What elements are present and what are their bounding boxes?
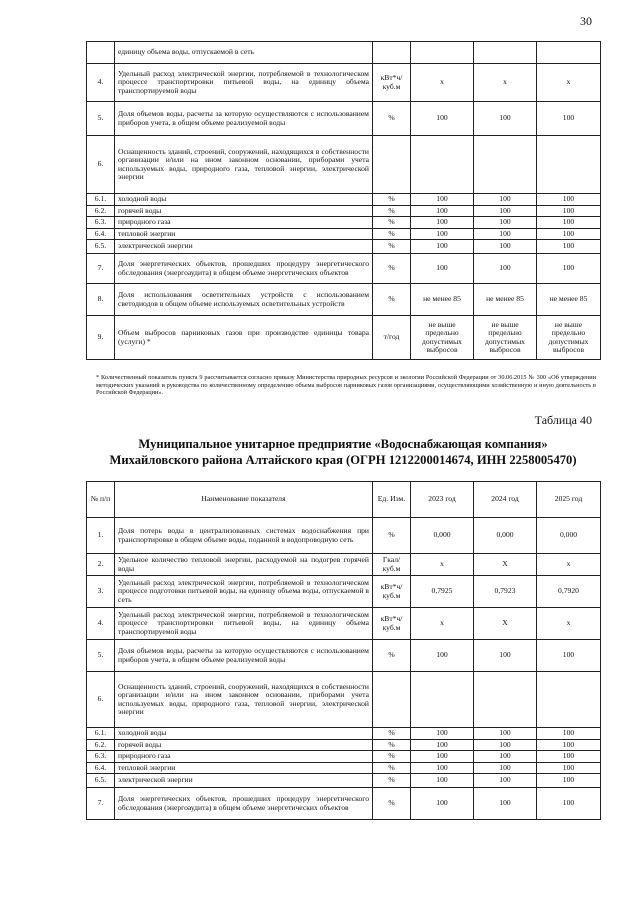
value-2025: 100 bbox=[537, 102, 601, 136]
unit: % bbox=[373, 217, 411, 229]
value-2024: 0,000 bbox=[474, 518, 537, 554]
value-2023: 100 bbox=[411, 762, 474, 774]
value-2025: 100 bbox=[537, 739, 601, 751]
value-2024: 100 bbox=[474, 205, 537, 217]
value-2025: х bbox=[537, 64, 601, 102]
table-row bbox=[87, 136, 601, 194]
table-row bbox=[87, 254, 601, 284]
value-2023: 100 bbox=[411, 774, 474, 788]
value-2025: 100 bbox=[537, 788, 601, 820]
row-number: 6.4. bbox=[87, 762, 115, 774]
header-num: № п/п bbox=[87, 482, 115, 518]
value-2024: 100 bbox=[474, 240, 537, 254]
table-row bbox=[87, 728, 601, 740]
indicator-name: холодной воды bbox=[115, 728, 373, 740]
value-2025: 100 bbox=[537, 762, 601, 774]
unit: Гкал/куб.м bbox=[373, 554, 411, 576]
unit bbox=[373, 42, 411, 64]
page-number: 30 bbox=[580, 14, 592, 28]
value-2025: 0,7920 bbox=[537, 576, 601, 608]
value-2025: х bbox=[537, 554, 601, 576]
indicator-name: Доля энергетических объектов, прошедших процедуру энергетического обследования (энергоаудита) в общем объеме энергетических объектов bbox=[115, 788, 373, 820]
value-2024 bbox=[474, 672, 537, 728]
unit: % bbox=[373, 102, 411, 136]
value-2025: 100 bbox=[537, 194, 601, 206]
row-number: 6.5. bbox=[87, 240, 115, 254]
row-number: 6. bbox=[87, 136, 115, 194]
table-row bbox=[87, 672, 601, 728]
value-2024: 0,7923 bbox=[474, 576, 537, 608]
value-2023: х bbox=[411, 554, 474, 576]
table-row bbox=[87, 42, 601, 64]
row-number: 6. bbox=[87, 672, 115, 728]
indicator-name: тепловой энергии bbox=[115, 228, 373, 240]
value-2024: 100 bbox=[474, 217, 537, 229]
indicator-name: Оснащенность зданий, строений, сооружений, находящихся в собственности организации и/или на ином законном основании, приборами учета используемых воды, природного газа, тепловой энергии, электрической энергии bbox=[115, 672, 373, 728]
indicator-name: Оснащенность зданий, строений, сооружений, находящихся в собственности организации и/или на ином законном основании, приборами учета используемых воды, природного газа, тепловой энергии, электрической энергии bbox=[115, 136, 373, 194]
unit: % bbox=[373, 762, 411, 774]
indicator-name: природного газа bbox=[115, 751, 373, 763]
value-2023: 100 bbox=[411, 228, 474, 240]
header-2025: 2025 год bbox=[537, 482, 601, 518]
table-caption: Таблица 40 bbox=[534, 413, 592, 427]
value-2024: 100 bbox=[474, 788, 537, 820]
value-2025 bbox=[537, 42, 601, 64]
unit: % bbox=[373, 240, 411, 254]
bottom-table-body bbox=[87, 518, 601, 820]
value-2023: х bbox=[411, 608, 474, 640]
indicator-name: Удельный расход электрической энергии, потребляемой в технологическом процессе транспортировки питьевой воды, на единицу объема транспортируемой воды bbox=[115, 64, 373, 102]
header-2023: 2023 год bbox=[411, 482, 474, 518]
value-2023: не выше предельно допустимых выбросов bbox=[411, 316, 474, 360]
unit bbox=[373, 136, 411, 194]
row-number: 8. bbox=[87, 284, 115, 316]
value-2025: 100 bbox=[537, 751, 601, 763]
value-2023 bbox=[411, 136, 474, 194]
value-2025: 0,000 bbox=[537, 518, 601, 554]
indicator-name: Доля объемов воды, расчеты за которую осуществляются с использованием приборов учета, в общем объеме реализуемой воды bbox=[115, 640, 373, 672]
value-2023: 100 bbox=[411, 194, 474, 206]
organization-title bbox=[86, 437, 600, 468]
value-2025: 100 bbox=[537, 240, 601, 254]
indicator-name: природного газа bbox=[115, 217, 373, 229]
unit: т/год bbox=[373, 316, 411, 360]
value-2024: 100 bbox=[474, 102, 537, 136]
value-2024: Х bbox=[474, 554, 537, 576]
row-number: 6.4. bbox=[87, 228, 115, 240]
footnote: * Количественный показатель пункта 9 рассчитывается согласно приказу Министерства природных ресурсов и экологии Российской Федерации от 30.06.2015 № 300 «Об утверждении методических указаний и руководства по количественному определению объема выбросов парниковых газов организациями, осуществляющими хозяйственную и иную деятельность в Российской Федерации». bbox=[96, 374, 596, 397]
unit: % bbox=[373, 788, 411, 820]
value-2024: 100 bbox=[474, 640, 537, 672]
indicator-name: Удельный расход электрической энергии, потребляемой в технологическом процессе подготовки питьевой воды, на единицу объема воды, отпускаемой в сеть bbox=[115, 576, 373, 608]
organization-title-line-1: Муниципальное унитарное предприятие «Водоснабжающая компания» bbox=[138, 437, 548, 451]
table-row bbox=[87, 217, 601, 229]
unit: % bbox=[373, 728, 411, 740]
bottom-indicators-table bbox=[86, 481, 601, 820]
row-number: 7. bbox=[87, 254, 115, 284]
value-2023 bbox=[411, 672, 474, 728]
table-row bbox=[87, 316, 601, 360]
unit: % bbox=[373, 751, 411, 763]
row-number: 3. bbox=[87, 576, 115, 608]
value-2023: не менее 85 bbox=[411, 284, 474, 316]
indicator-name: Удельный расход электрической энергии, потребляемой в технологическом процессе транспортировки питьевой воды, на единицу объема транспортируемой воды bbox=[115, 608, 373, 640]
indicator-name: электрической энергии bbox=[115, 774, 373, 788]
value-2023: 100 bbox=[411, 640, 474, 672]
value-2023: 100 bbox=[411, 217, 474, 229]
row-number: 6.3. bbox=[87, 217, 115, 229]
row-number bbox=[87, 42, 115, 64]
indicator-name: Доля потерь воды в централизованных системах водоснабжения при транспортировке в общем объеме воды, поданной в водопроводную сеть bbox=[115, 518, 373, 554]
value-2023: 0,7925 bbox=[411, 576, 474, 608]
indicator-name: Доля энергетических объектов, прошедших процедуру энергетического обследования (энергоаудита) в общем объеме энергетических объектов bbox=[115, 254, 373, 284]
value-2025: 100 bbox=[537, 205, 601, 217]
value-2024: 100 bbox=[474, 774, 537, 788]
unit: % bbox=[373, 774, 411, 788]
row-number: 4. bbox=[87, 64, 115, 102]
organization-title-line-2: Михайловского района Алтайского края (ОГРН 1212200014674, ИНН 2258005470) bbox=[109, 452, 577, 467]
indicator-name: горячей воды bbox=[115, 739, 373, 751]
value-2025: 100 bbox=[537, 217, 601, 229]
unit: кВт*ч/куб.м bbox=[373, 64, 411, 102]
unit: % bbox=[373, 284, 411, 316]
value-2024: 100 bbox=[474, 254, 537, 284]
unit: % bbox=[373, 518, 411, 554]
value-2023: х bbox=[411, 64, 474, 102]
row-number: 9. bbox=[87, 316, 115, 360]
indicator-name: холодной воды bbox=[115, 194, 373, 206]
table-row bbox=[87, 240, 601, 254]
row-number: 6.2. bbox=[87, 205, 115, 217]
value-2023: 100 bbox=[411, 739, 474, 751]
value-2025 bbox=[537, 672, 601, 728]
value-2025: 100 bbox=[537, 774, 601, 788]
row-number: 5. bbox=[87, 640, 115, 672]
table-row bbox=[87, 640, 601, 672]
value-2024: 100 bbox=[474, 228, 537, 240]
table-row bbox=[87, 774, 601, 788]
row-number: 6.3. bbox=[87, 751, 115, 763]
table-row bbox=[87, 205, 601, 217]
unit: % bbox=[373, 205, 411, 217]
table-row bbox=[87, 64, 601, 102]
value-2023: 100 bbox=[411, 254, 474, 284]
indicator-name: Удельное количество тепловой энергии, расходуемой на подогрев горячей воды bbox=[115, 554, 373, 576]
row-number: 6.5. bbox=[87, 774, 115, 788]
value-2024: х bbox=[474, 64, 537, 102]
header-unit: Ед. Изм. bbox=[373, 482, 411, 518]
value-2023 bbox=[411, 42, 474, 64]
row-number: 1. bbox=[87, 518, 115, 554]
top-indicators-table bbox=[86, 41, 601, 360]
table-row bbox=[87, 284, 601, 316]
table-row bbox=[87, 739, 601, 751]
table-row bbox=[87, 608, 601, 640]
value-2024 bbox=[474, 42, 537, 64]
value-2025: х bbox=[537, 608, 601, 640]
value-2024: 100 bbox=[474, 728, 537, 740]
table-header-row bbox=[87, 482, 601, 518]
value-2025: не менее 85 bbox=[537, 284, 601, 316]
row-number: 2. bbox=[87, 554, 115, 576]
unit: кВт*ч/куб.м bbox=[373, 576, 411, 608]
value-2024: 100 bbox=[474, 739, 537, 751]
value-2024 bbox=[474, 136, 537, 194]
value-2024: Х bbox=[474, 608, 537, 640]
indicator-name: Объем выбросов парниковых газов при производстве единицы товара (услуги) * bbox=[115, 316, 373, 360]
indicator-name: Доля объемов воды, расчеты за которую осуществляются с использованием приборов учета, в общем объеме реализуемой воды bbox=[115, 102, 373, 136]
unit: кВт*ч/куб.м bbox=[373, 608, 411, 640]
table-row bbox=[87, 554, 601, 576]
table-row bbox=[87, 518, 601, 554]
value-2023: 100 bbox=[411, 788, 474, 820]
value-2025: не выше предельно допустимых выбросов bbox=[537, 316, 601, 360]
value-2023: 100 bbox=[411, 728, 474, 740]
row-number: 6.2. bbox=[87, 739, 115, 751]
table-row bbox=[87, 102, 601, 136]
indicator-name: электрической энергии bbox=[115, 240, 373, 254]
table-row bbox=[87, 762, 601, 774]
table-row bbox=[87, 788, 601, 820]
unit: % bbox=[373, 254, 411, 284]
row-number: 4. bbox=[87, 608, 115, 640]
unit: % bbox=[373, 194, 411, 206]
table-row bbox=[87, 751, 601, 763]
unit bbox=[373, 672, 411, 728]
header-2024: 2024 год bbox=[474, 482, 537, 518]
row-number: 6.1. bbox=[87, 728, 115, 740]
value-2023: 100 bbox=[411, 102, 474, 136]
row-number: 6.1. bbox=[87, 194, 115, 206]
indicator-name: тепловой энергии bbox=[115, 762, 373, 774]
value-2024: 100 bbox=[474, 751, 537, 763]
value-2024: 100 bbox=[474, 762, 537, 774]
table-row bbox=[87, 228, 601, 240]
value-2023: 0,000 bbox=[411, 518, 474, 554]
value-2025: 100 bbox=[537, 254, 601, 284]
table-row bbox=[87, 576, 601, 608]
indicator-name: горячей воды bbox=[115, 205, 373, 217]
value-2025: 100 bbox=[537, 228, 601, 240]
value-2025 bbox=[537, 136, 601, 194]
indicator-name: Доля использования осветительных устройств с использованием светодиодов в общем объеме используемых осветительных устройств bbox=[115, 284, 373, 316]
value-2023: 100 bbox=[411, 751, 474, 763]
value-2024: 100 bbox=[474, 194, 537, 206]
unit: % bbox=[373, 640, 411, 672]
value-2025: 100 bbox=[537, 640, 601, 672]
value-2024: не выше предельно допустимых выбросов bbox=[474, 316, 537, 360]
value-2024: не менее 85 bbox=[474, 284, 537, 316]
unit: % bbox=[373, 228, 411, 240]
header-name: Наименование показателя bbox=[115, 482, 373, 518]
table-row bbox=[87, 194, 601, 206]
value-2023: 100 bbox=[411, 240, 474, 254]
unit: % bbox=[373, 739, 411, 751]
row-number: 7. bbox=[87, 788, 115, 820]
top-table-body bbox=[87, 42, 601, 360]
indicator-name: единицу объема воды, отпускаемой в сеть bbox=[115, 42, 373, 64]
row-number: 5. bbox=[87, 102, 115, 136]
value-2025: 100 bbox=[537, 728, 601, 740]
value-2023: 100 bbox=[411, 205, 474, 217]
